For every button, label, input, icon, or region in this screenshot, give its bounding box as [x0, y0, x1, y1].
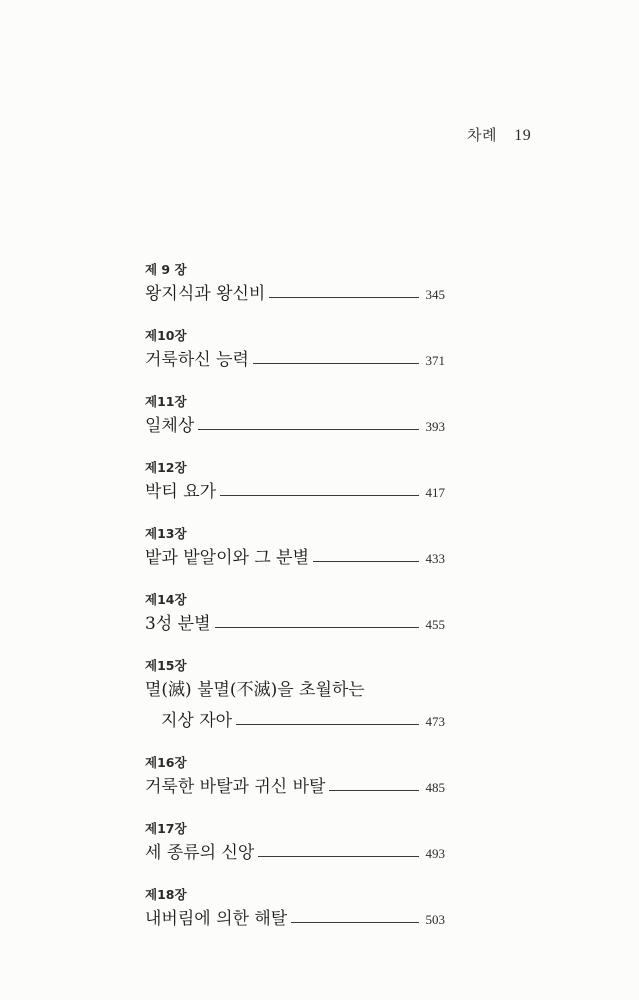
chapter-page: 485	[425, 780, 445, 795]
leader-line	[253, 363, 419, 364]
toc-chapter-18	[145, 887, 445, 931]
toc-chapter-17	[145, 821, 445, 865]
chapter-label: 제16장	[145, 755, 187, 770]
chapter-label: 제18장	[145, 887, 187, 902]
leader-line	[329, 790, 419, 791]
chapter-page: 393	[425, 419, 445, 434]
toc-chapter-15	[145, 658, 445, 733]
chapter-title: 거룩하신 능력	[145, 350, 249, 370]
toc-chapter-9	[145, 262, 445, 306]
toc-entry-line2	[145, 710, 445, 733]
leader-line	[291, 922, 419, 923]
toc-chapter-12	[145, 460, 445, 504]
toc-chapter-13	[145, 526, 445, 570]
toc-chapter-16	[145, 755, 445, 799]
chapter-page: 345	[425, 287, 445, 302]
chapter-title: 박티 요가	[145, 482, 217, 502]
chapter-title: 세 종류의 신앙	[145, 843, 255, 863]
page-number: 19	[514, 127, 532, 144]
chapter-page: 503	[425, 912, 445, 927]
toc-entry	[145, 415, 445, 438]
section-title: 차례	[467, 126, 497, 144]
toc-entry-line1	[145, 679, 445, 702]
chapter-title: 밭과 밭알이와 그 분별	[145, 548, 310, 568]
chapter-label: 제17장	[145, 821, 187, 836]
leader-line	[215, 627, 420, 628]
chapter-label: 제10장	[145, 328, 187, 343]
chapter-label: 제12장	[145, 460, 187, 475]
toc-entry	[145, 547, 445, 570]
leader-line	[269, 297, 419, 298]
toc-entry	[145, 283, 445, 306]
chapter-page: 433	[425, 551, 445, 566]
chapter-title: 3성 분별	[145, 614, 211, 634]
toc-entry	[145, 908, 445, 931]
chapter-title: 내버림에 의한 해탈	[145, 909, 288, 929]
chapter-page: 493	[425, 846, 445, 861]
toc-entry	[145, 481, 445, 504]
toc-entry	[145, 842, 445, 865]
leader-line	[198, 429, 419, 430]
leader-line	[258, 856, 419, 857]
chapter-title-line2: 지상 자아	[161, 711, 233, 731]
chapter-title-line1: 멸(滅) 불멸(不滅)을 초월하는	[145, 680, 365, 700]
leader-line	[236, 724, 419, 725]
chapter-page: 473	[425, 714, 445, 729]
toc-chapter-14	[145, 592, 445, 636]
chapter-title: 일체상	[145, 416, 195, 436]
toc-chapter-10	[145, 328, 445, 372]
chapter-label: 제15장	[145, 658, 187, 673]
chapter-page: 417	[425, 485, 445, 500]
toc-chapter-11	[145, 394, 445, 438]
chapter-page: 455	[425, 617, 445, 632]
leader-line	[313, 561, 419, 562]
chapter-label: 제 9 장	[145, 262, 187, 277]
chapter-label: 제14장	[145, 592, 187, 607]
chapter-title: 거룩한 바탈과 귀신 바탈	[145, 777, 326, 797]
table-of-contents	[145, 262, 445, 953]
toc-entry	[145, 776, 445, 799]
chapter-title: 왕지식과 왕신비	[145, 284, 266, 304]
leader-line	[220, 495, 419, 496]
chapter-label: 제13장	[145, 526, 187, 541]
chapter-label: 제11장	[145, 394, 187, 409]
toc-entry	[145, 613, 445, 636]
running-header	[467, 124, 531, 145]
toc-entry	[145, 349, 445, 372]
chapter-page: 371	[425, 353, 445, 368]
